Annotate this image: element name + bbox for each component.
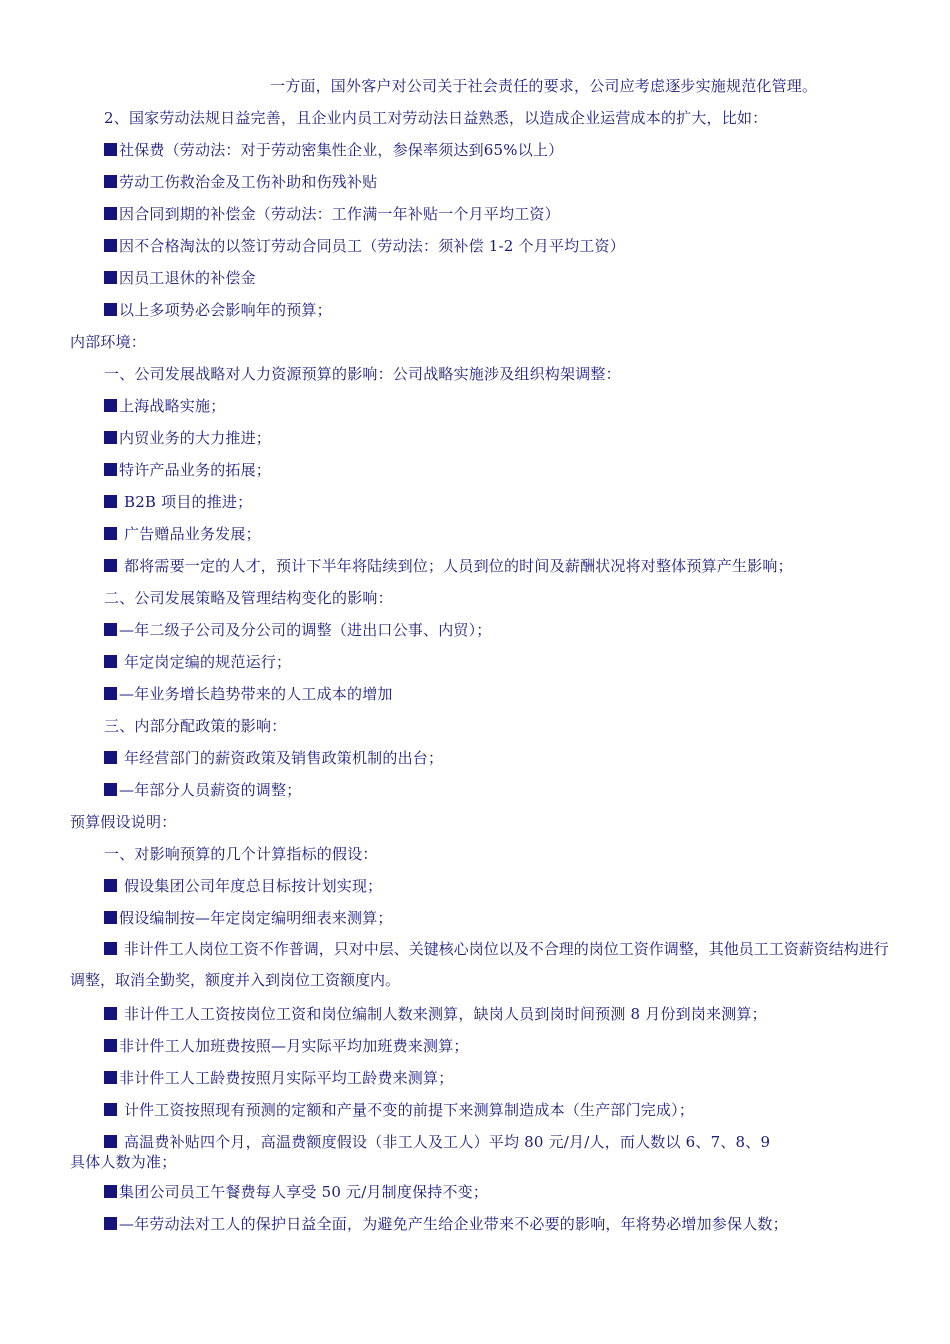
paragraph-line: 二、公司发展策略及管理结构变化的影响： xyxy=(104,589,393,607)
bullet-item: 特许产品业务的拓展； xyxy=(104,460,271,480)
paragraph-line: 2、国家劳动法规日益完善，且企业内员工对劳动法日益熟悉，以造成企业运营成本的扩大，比如： xyxy=(104,109,768,127)
section-heading: 预算假设说明： xyxy=(70,813,177,831)
square-bullet-icon xyxy=(104,431,117,444)
bullet-item: 年定岗定编的规范运行； xyxy=(104,652,291,672)
bullet-item: 假设编制按—年定岗定编明细表来测算； xyxy=(104,908,393,928)
paragraph-line: 一、公司发展战略对人力资源预算的影响：公司战略实施涉及组织构架调整： xyxy=(104,365,621,383)
bullet-item: 非计件工人工龄费按照月实际平均工龄费来测算； xyxy=(104,1068,453,1088)
bullet-item: —年业务增长趋势带来的人工成本的增加 xyxy=(104,684,393,704)
bullet-item: 非计件工人加班费按照—月实际平均加班费来测算； xyxy=(104,1036,469,1056)
square-bullet-icon xyxy=(104,143,117,156)
square-bullet-icon xyxy=(104,1135,117,1148)
bullet-item: 集团公司员工午餐费每人享受 50 元/月制度保持不变； xyxy=(104,1182,488,1202)
bullet-item-wrapped: 非计件工人岗位工资不作普调，只对中层、关键核心岗位以及不合理的岗位工资作调整，其他员工工资薪资结构进行调整，取消全勤奖，额度并入到岗位工资额度内。 xyxy=(70,940,889,989)
paragraph-line: 三、内部分配政策的影响： xyxy=(104,717,287,735)
bullet-item: 因合同到期的补偿金（劳动法：工作满一年补贴一个月平均工资） xyxy=(104,204,560,224)
square-bullet-icon xyxy=(104,239,117,252)
square-bullet-icon xyxy=(104,175,117,188)
paragraph-line: 一、对影响预算的几个计算指标的假设： xyxy=(104,845,378,863)
square-bullet-icon xyxy=(104,751,117,764)
paragraph-line: 一方面，国外客户对公司关于社会责任的要求，公司应考虑逐步实施规范化管理。 xyxy=(270,77,818,95)
square-bullet-icon xyxy=(104,1185,117,1198)
bullet-item: 劳动工伤救治金及工伤补助和伤残补贴 xyxy=(104,172,377,192)
square-bullet-icon xyxy=(104,495,117,508)
square-bullet-icon xyxy=(104,783,117,796)
square-bullet-icon xyxy=(104,1217,117,1230)
bullet-item: 高温费补贴四个月，高温费额度假设（非工人及工人）平均 80 元/月/人，而人数以 6、7、8、9 xyxy=(104,1132,770,1152)
bullet-item: 因不合格淘汰的以签订劳动合同员工（劳动法：须补偿 1-2 个月平均工资） xyxy=(104,236,625,256)
bullet-item: —年劳动法对工人的保护日益全面，为避免产生给企业带来不必要的影响，年将势必增加参保人数； xyxy=(104,1214,788,1234)
square-bullet-icon xyxy=(104,559,117,572)
square-bullet-icon xyxy=(104,942,117,955)
square-bullet-icon xyxy=(104,623,117,636)
bullet-item: —年部分人员薪资的调整； xyxy=(104,780,301,800)
paragraph-line: 具体人数为准； xyxy=(70,1153,177,1171)
square-bullet-icon xyxy=(104,1103,117,1116)
section-heading: 内部环境： xyxy=(70,333,147,351)
bullet-item: B2B 项目的推进； xyxy=(104,492,252,512)
bullet-item: 广告赠品业务发展； xyxy=(104,524,261,544)
bullet-item: 内贸业务的大力推进； xyxy=(104,428,271,448)
bullet-item: 上海战略实施； xyxy=(104,396,225,416)
square-bullet-icon xyxy=(104,1007,117,1020)
bullet-item: 都将需要一定的人才，预计下半年将陆续到位；人员到位的时间及薪酬状况将对整体预算产生影响； xyxy=(104,556,793,576)
square-bullet-icon xyxy=(104,303,117,316)
square-bullet-icon xyxy=(104,527,117,540)
bullet-item: 年经营部门的薪资政策及销售政策机制的出台； xyxy=(104,748,443,768)
square-bullet-icon xyxy=(104,207,117,220)
square-bullet-icon xyxy=(104,463,117,476)
bullet-item: 计件工资按照现有预测的定额和产量不变的前提下来测算制造成本（生产部门完成）； xyxy=(104,1100,694,1120)
square-bullet-icon xyxy=(104,1071,117,1084)
square-bullet-icon xyxy=(104,879,117,892)
bullet-item: —年二级子公司及分公司的调整（进出口公事、内贸）； xyxy=(104,620,492,640)
square-bullet-icon xyxy=(104,911,117,924)
square-bullet-icon xyxy=(104,399,117,412)
bullet-item: 非计件工人工资按岗位工资和岗位编制人数来测算，缺岗人员到岗时间预测 8 月份到岗来测算； xyxy=(104,1004,767,1024)
square-bullet-icon xyxy=(104,271,117,284)
square-bullet-icon xyxy=(104,687,117,700)
bullet-item: 因员工退休的补偿金 xyxy=(104,268,256,288)
square-bullet-icon xyxy=(104,655,117,668)
square-bullet-icon xyxy=(104,1039,117,1052)
bullet-item: 假设集团公司年度总目标按计划实现； xyxy=(104,876,382,896)
bullet-item: 社保费（劳动法：对于劳动密集性企业，参保率须达到65%以上） xyxy=(104,140,563,160)
bullet-item: 以上多项势必会影响年的预算； xyxy=(104,300,332,320)
